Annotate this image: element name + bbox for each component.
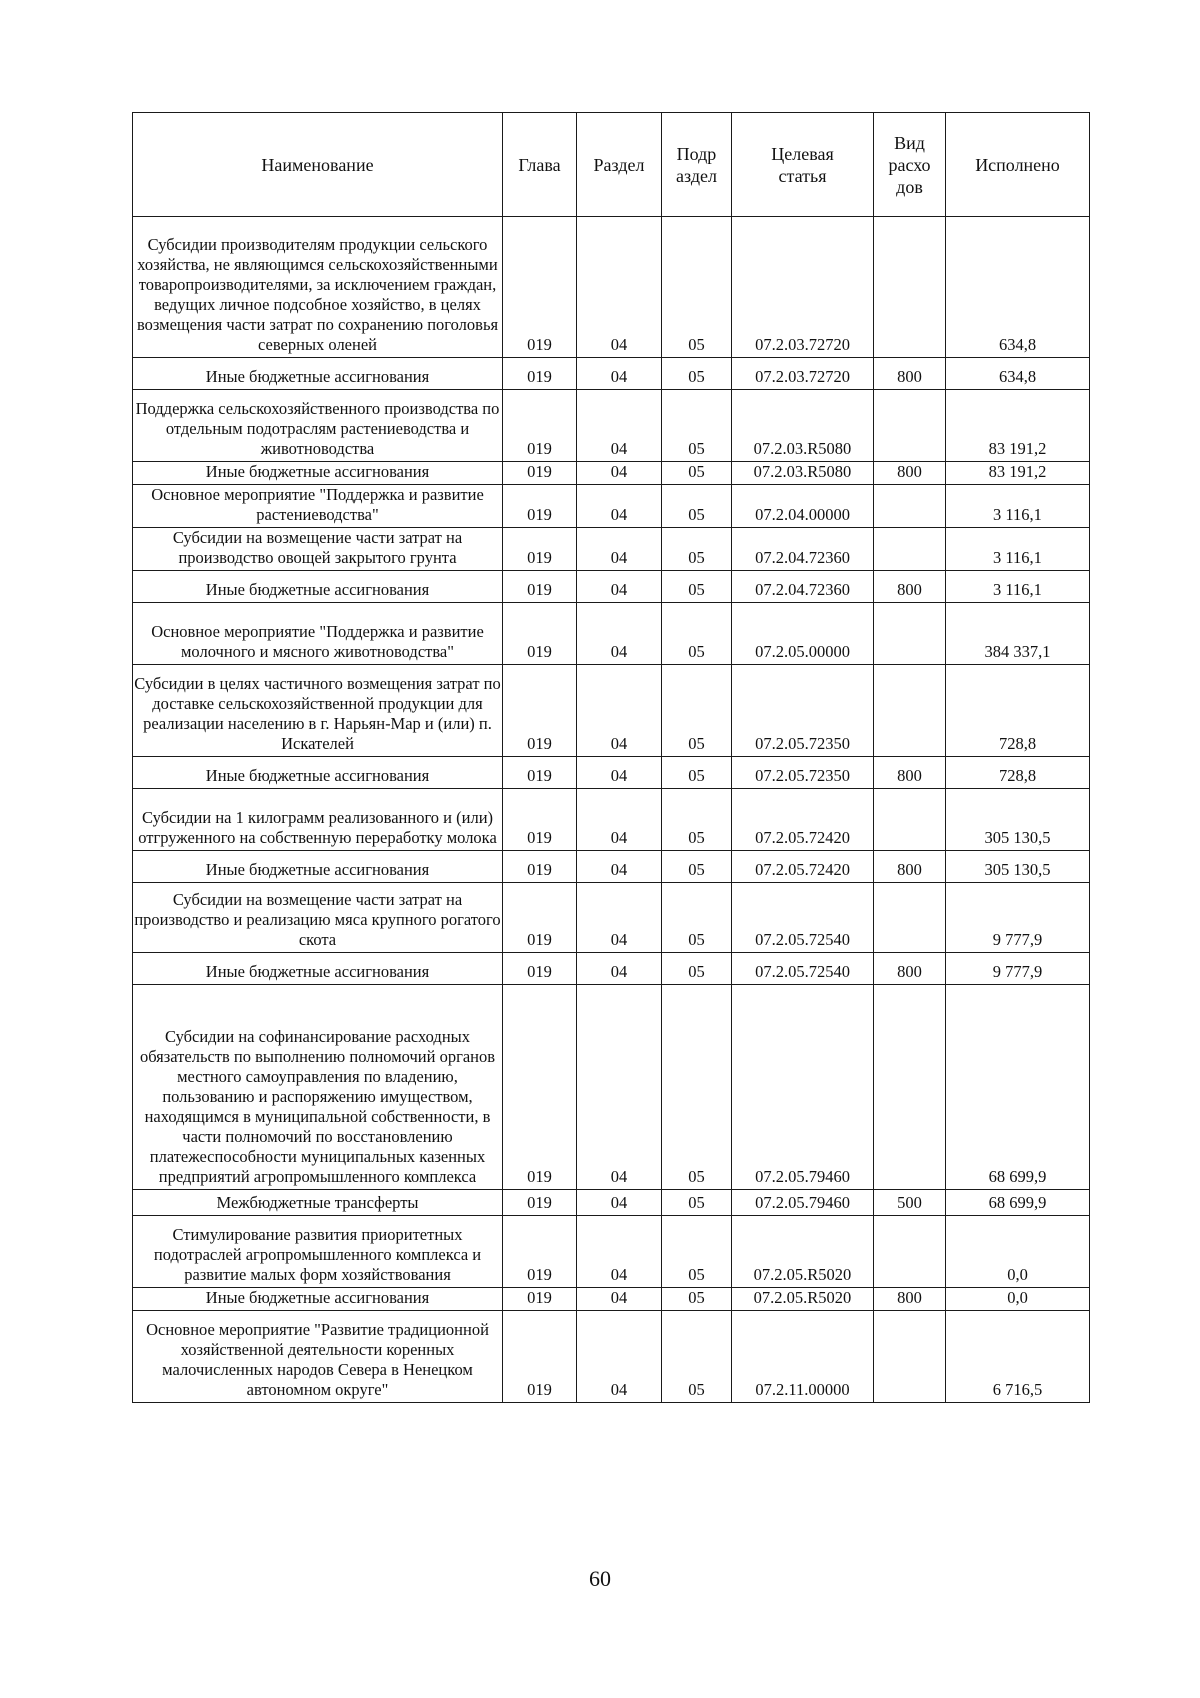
table-row bbox=[133, 757, 1090, 789]
cell-chapter: 019 bbox=[503, 358, 577, 390]
cell-expense-type bbox=[874, 883, 946, 953]
cell-expense-type bbox=[874, 1311, 946, 1403]
cell-name: Иные бюджетные ассигнования bbox=[133, 953, 503, 985]
table-row bbox=[133, 883, 1090, 953]
table-header bbox=[133, 113, 1090, 217]
cell-expense-type bbox=[874, 789, 946, 851]
cell-target: 07.2.04.00000 bbox=[732, 485, 874, 528]
cell-amount: 83 191,2 bbox=[946, 390, 1090, 462]
cell-section: 04 bbox=[577, 571, 662, 603]
table-row bbox=[133, 603, 1090, 665]
cell-target: 07.2.05.79460 bbox=[732, 985, 874, 1190]
cell-name: Иные бюджетные ассигнования bbox=[133, 358, 503, 390]
cell-subsection: 05 bbox=[662, 757, 732, 789]
header-target-line: статья bbox=[778, 165, 827, 186]
table-row bbox=[133, 485, 1090, 528]
cell-expense-type bbox=[874, 528, 946, 571]
cell-expense-type: 800 bbox=[874, 851, 946, 883]
cell-target: 07.2.03.72720 bbox=[732, 217, 874, 358]
cell-target: 07.2.05.R5020 bbox=[732, 1216, 874, 1288]
cell-name: Субсидии на 1 килограмм реализованного и (или) отгруженного на собственную переработку молока bbox=[133, 789, 503, 851]
header-expense-type bbox=[874, 113, 946, 217]
cell-amount: 68 699,9 bbox=[946, 1190, 1090, 1216]
cell-amount: 6 716,5 bbox=[946, 1311, 1090, 1403]
cell-section: 04 bbox=[577, 1311, 662, 1403]
cell-chapter: 019 bbox=[503, 953, 577, 985]
cell-chapter: 019 bbox=[503, 603, 577, 665]
cell-name: Иные бюджетные ассигнования bbox=[133, 462, 503, 485]
cell-subsection: 05 bbox=[662, 789, 732, 851]
cell-amount: 305 130,5 bbox=[946, 851, 1090, 883]
cell-chapter: 019 bbox=[503, 789, 577, 851]
cell-name: Иные бюджетные ассигнования bbox=[133, 1288, 503, 1311]
cell-amount: 634,8 bbox=[946, 217, 1090, 358]
cell-section: 04 bbox=[577, 462, 662, 485]
cell-subsection: 05 bbox=[662, 1190, 732, 1216]
cell-name: Субсидии на софинансирование расходных обязательств по выполнению полномочий органов местного самоуправления по владению, пользованию и распоряжению имуществом, находящимся в муниципальной собственности, в части полномочий по восстановлению платежеспособности муниципальных казенных предприятий агропромышленного комплекса bbox=[133, 985, 503, 1190]
cell-target: 07.2.05.79460 bbox=[732, 1190, 874, 1216]
cell-section: 04 bbox=[577, 1216, 662, 1288]
header-subsection-line: Подр bbox=[676, 143, 717, 164]
cell-target: 07.2.05.R5020 bbox=[732, 1288, 874, 1311]
cell-target: 07.2.05.72540 bbox=[732, 953, 874, 985]
cell-section: 04 bbox=[577, 603, 662, 665]
table-row bbox=[133, 462, 1090, 485]
cell-chapter: 019 bbox=[503, 485, 577, 528]
cell-name: Стимулирование развития приоритетных подотраслей агропромышленного комплекса и развитие малых форм хозяйствования bbox=[133, 1216, 503, 1288]
cell-section: 04 bbox=[577, 985, 662, 1190]
cell-amount: 728,8 bbox=[946, 757, 1090, 789]
cell-amount: 3 116,1 bbox=[946, 528, 1090, 571]
cell-name: Субсидии производителям продукции сельского хозяйства, не являющимся сельскохозяйственными товаропроизводителями, за исключением граждан, ведущих личное подсобное хозяйство, в целях возмещения части затрат по сохранению поголовья северных оленей bbox=[133, 217, 503, 358]
cell-section: 04 bbox=[577, 953, 662, 985]
cell-expense-type: 800 bbox=[874, 953, 946, 985]
table-row bbox=[133, 851, 1090, 883]
cell-expense-type: 800 bbox=[874, 1288, 946, 1311]
cell-expense-type bbox=[874, 217, 946, 358]
cell-section: 04 bbox=[577, 1190, 662, 1216]
page-number: 60 bbox=[589, 1566, 611, 1591]
cell-subsection: 05 bbox=[662, 1288, 732, 1311]
cell-section: 04 bbox=[577, 358, 662, 390]
cell-expense-type bbox=[874, 390, 946, 462]
cell-target: 07.2.05.00000 bbox=[732, 603, 874, 665]
cell-expense-type bbox=[874, 1216, 946, 1288]
cell-chapter: 019 bbox=[503, 985, 577, 1190]
cell-amount: 9 777,9 bbox=[946, 953, 1090, 985]
cell-amount: 83 191,2 bbox=[946, 462, 1090, 485]
header-subsection bbox=[662, 113, 732, 217]
cell-name: Субсидии на возмещение части затрат на производство овощей закрытого грунта bbox=[133, 528, 503, 571]
cell-subsection: 05 bbox=[662, 571, 732, 603]
cell-section: 04 bbox=[577, 757, 662, 789]
cell-chapter: 019 bbox=[503, 1190, 577, 1216]
cell-subsection: 05 bbox=[662, 528, 732, 571]
cell-chapter: 019 bbox=[503, 1311, 577, 1403]
cell-subsection: 05 bbox=[662, 883, 732, 953]
cell-chapter: 019 bbox=[503, 571, 577, 603]
cell-chapter: 019 bbox=[503, 1216, 577, 1288]
cell-subsection: 05 bbox=[662, 390, 732, 462]
header-expense-type-line: расхо bbox=[888, 154, 931, 175]
cell-name: Иные бюджетные ассигнования bbox=[133, 757, 503, 789]
cell-name: Основное мероприятие "Развитие традиционной хозяйственной деятельности коренных малочисленных народов Севера в Ненецком автономном округе" bbox=[133, 1311, 503, 1403]
cell-chapter: 019 bbox=[503, 462, 577, 485]
cell-chapter: 019 bbox=[503, 665, 577, 757]
cell-amount: 3 116,1 bbox=[946, 485, 1090, 528]
cell-subsection: 05 bbox=[662, 603, 732, 665]
cell-expense-type bbox=[874, 603, 946, 665]
cell-target: 07.2.05.72420 bbox=[732, 851, 874, 883]
header-row bbox=[133, 113, 1090, 217]
table-row bbox=[133, 1288, 1090, 1311]
header-name: Наименование bbox=[133, 113, 503, 217]
header-subsection-line: аздел bbox=[676, 165, 717, 186]
cell-section: 04 bbox=[577, 217, 662, 358]
cell-subsection: 05 bbox=[662, 1216, 732, 1288]
cell-expense-type: 800 bbox=[874, 757, 946, 789]
cell-expense-type bbox=[874, 985, 946, 1190]
cell-section: 04 bbox=[577, 851, 662, 883]
header-expense-type-line: Вид bbox=[894, 132, 925, 153]
cell-amount: 9 777,9 bbox=[946, 883, 1090, 953]
cell-name: Основное мероприятие "Поддержка и развитие молочного и мясного животноводства" bbox=[133, 603, 503, 665]
cell-section: 04 bbox=[577, 485, 662, 528]
cell-expense-type bbox=[874, 485, 946, 528]
table-body bbox=[133, 217, 1090, 1403]
cell-target: 07.2.11.00000 bbox=[732, 1311, 874, 1403]
table-row bbox=[133, 217, 1090, 358]
cell-name: Основное мероприятие "Поддержка и развитие растениеводства" bbox=[133, 485, 503, 528]
cell-chapter: 019 bbox=[503, 217, 577, 358]
cell-section: 04 bbox=[577, 883, 662, 953]
cell-subsection: 05 bbox=[662, 953, 732, 985]
cell-name: Иные бюджетные ассигнования bbox=[133, 571, 503, 603]
cell-subsection: 05 bbox=[662, 1311, 732, 1403]
cell-name: Поддержка сельскохозяйственного производства по отдельным подотраслям растениеводства и животноводства bbox=[133, 390, 503, 462]
cell-subsection: 05 bbox=[662, 217, 732, 358]
cell-name: Иные бюджетные ассигнования bbox=[133, 851, 503, 883]
cell-section: 04 bbox=[577, 789, 662, 851]
cell-amount: 728,8 bbox=[946, 665, 1090, 757]
header-expense-type-line: дов bbox=[896, 176, 923, 197]
cell-target: 07.2.03.R5080 bbox=[732, 390, 874, 462]
cell-subsection: 05 bbox=[662, 851, 732, 883]
table-row bbox=[133, 571, 1090, 603]
table-row bbox=[133, 789, 1090, 851]
table-row bbox=[133, 985, 1090, 1190]
table-row bbox=[133, 1311, 1090, 1403]
cell-subsection: 05 bbox=[662, 665, 732, 757]
cell-expense-type: 800 bbox=[874, 358, 946, 390]
cell-subsection: 05 bbox=[662, 985, 732, 1190]
cell-target: 07.2.03.R5080 bbox=[732, 462, 874, 485]
header-target bbox=[732, 113, 874, 217]
table-row bbox=[133, 665, 1090, 757]
cell-target: 07.2.05.72540 bbox=[732, 883, 874, 953]
cell-section: 04 bbox=[577, 390, 662, 462]
cell-expense-type: 500 bbox=[874, 1190, 946, 1216]
cell-chapter: 019 bbox=[503, 851, 577, 883]
header-executed: Исполнено bbox=[946, 113, 1090, 217]
cell-section: 04 bbox=[577, 528, 662, 571]
cell-name: Межбюджетные трансферты bbox=[133, 1190, 503, 1216]
cell-chapter: 019 bbox=[503, 757, 577, 789]
table-row bbox=[133, 953, 1090, 985]
cell-subsection: 05 bbox=[662, 358, 732, 390]
cell-subsection: 05 bbox=[662, 485, 732, 528]
cell-name: Субсидии на возмещение части затрат на производство и реализацию мяса крупного рогатого скота bbox=[133, 883, 503, 953]
cell-expense-type: 800 bbox=[874, 462, 946, 485]
cell-chapter: 019 bbox=[503, 390, 577, 462]
cell-target: 07.2.04.72360 bbox=[732, 571, 874, 603]
table-row bbox=[133, 528, 1090, 571]
cell-amount: 0,0 bbox=[946, 1288, 1090, 1311]
cell-target: 07.2.04.72360 bbox=[732, 528, 874, 571]
cell-chapter: 019 bbox=[503, 1288, 577, 1311]
cell-amount: 634,8 bbox=[946, 358, 1090, 390]
cell-name: Субсидии в целях частичного возмещения затрат по доставке сельскохозяйственной продукции для реализации населению в г. Нарьян-Мар и (или) п. Искателей bbox=[133, 665, 503, 757]
header-section: Раздел bbox=[577, 113, 662, 217]
table-row bbox=[133, 1190, 1090, 1216]
cell-section: 04 bbox=[577, 665, 662, 757]
cell-amount: 305 130,5 bbox=[946, 789, 1090, 851]
cell-chapter: 019 bbox=[503, 883, 577, 953]
cell-subsection: 05 bbox=[662, 462, 732, 485]
cell-target: 07.2.05.72350 bbox=[732, 665, 874, 757]
cell-amount: 3 116,1 bbox=[946, 571, 1090, 603]
table-row bbox=[133, 390, 1090, 462]
cell-chapter: 019 bbox=[503, 528, 577, 571]
cell-amount: 384 337,1 bbox=[946, 603, 1090, 665]
header-target-line: Целевая bbox=[771, 143, 834, 164]
header-chapter: Глава bbox=[503, 113, 577, 217]
cell-target: 07.2.05.72420 bbox=[732, 789, 874, 851]
cell-expense-type: 800 bbox=[874, 571, 946, 603]
budget-sheet bbox=[132, 112, 1089, 1403]
cell-section: 04 bbox=[577, 1288, 662, 1311]
cell-target: 07.2.03.72720 bbox=[732, 358, 874, 390]
cell-expense-type bbox=[874, 665, 946, 757]
cell-target: 07.2.05.72350 bbox=[732, 757, 874, 789]
cell-amount: 0,0 bbox=[946, 1216, 1090, 1288]
cell-amount: 68 699,9 bbox=[946, 985, 1090, 1190]
budget-table bbox=[132, 112, 1090, 1403]
table-row bbox=[133, 358, 1090, 390]
table-row bbox=[133, 1216, 1090, 1288]
